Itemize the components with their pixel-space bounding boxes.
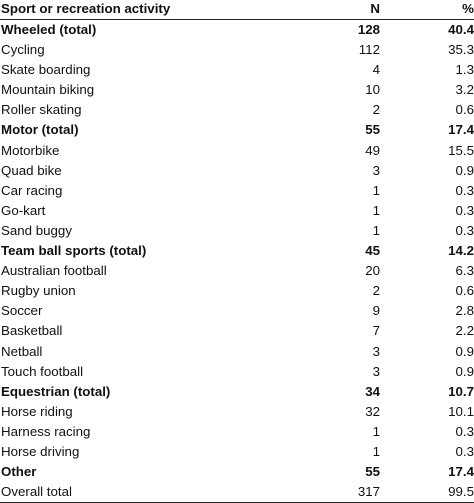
cell-percent: 0.3 xyxy=(455,443,474,459)
cell-activity: Motor (total) xyxy=(1,122,79,138)
cell-n: 1 xyxy=(372,423,380,439)
table-body xyxy=(0,20,474,503)
column-header-activity: Sport or recreation activity xyxy=(0,0,292,20)
cell-percent: 0.6 xyxy=(455,283,474,299)
cell-activity: Car racing xyxy=(1,182,63,198)
table-row xyxy=(0,301,474,321)
header-row xyxy=(0,0,474,20)
cell-activity: Australian football xyxy=(1,263,107,279)
cell-n: 55 xyxy=(365,464,380,480)
table-row-group-total xyxy=(0,382,474,402)
cell-n: 9 xyxy=(372,303,380,319)
cell-percent: 0.3 xyxy=(455,222,474,238)
table-row-group-total xyxy=(0,241,474,261)
cell-n: 1 xyxy=(372,222,380,238)
cell-n: 10 xyxy=(365,82,380,98)
cell-activity: Soccer xyxy=(1,303,43,319)
cell-n: 3 xyxy=(372,162,380,178)
table-row xyxy=(0,161,474,181)
cell-n: 2 xyxy=(372,102,380,118)
cell-percent: 35.3 xyxy=(448,42,474,58)
cell-n: 2 xyxy=(372,283,380,299)
table-row xyxy=(0,181,474,201)
cell-percent: 15.5 xyxy=(448,142,474,158)
table-row-group-total xyxy=(0,120,474,140)
cell-activity: Equestrian (total) xyxy=(1,383,111,399)
cell-percent: 17.4 xyxy=(448,122,474,138)
cell-activity: Mountain biking xyxy=(1,82,95,98)
column-header-percent: % xyxy=(382,0,474,20)
cell-n: 3 xyxy=(372,363,380,379)
cell-activity: Horse riding xyxy=(1,403,73,419)
cell-percent: 40.4 xyxy=(448,22,474,37)
cell-percent: 17.4 xyxy=(448,464,474,480)
cell-activity: Roller skating xyxy=(1,102,82,118)
cell-activity: Rugby union xyxy=(1,283,76,299)
cell-percent: 99.5 xyxy=(382,482,474,503)
table-row xyxy=(0,342,474,362)
cell-n: 55 xyxy=(365,122,380,138)
table-row xyxy=(0,80,474,100)
cell-percent: 0.9 xyxy=(455,363,474,379)
table-row xyxy=(0,221,474,241)
cell-activity: Netball xyxy=(1,343,43,359)
cell-activity: Touch football xyxy=(1,363,84,379)
cell-n: 7 xyxy=(372,323,380,339)
table-row xyxy=(0,40,474,60)
cell-n: 45 xyxy=(365,243,380,259)
table-row-group-total xyxy=(0,20,474,41)
cell-percent: 6.3 xyxy=(455,263,474,279)
cell-percent: 0.3 xyxy=(455,202,474,218)
cell-percent: 0.3 xyxy=(455,182,474,198)
cell-activity: Wheeled (total) xyxy=(1,22,97,37)
cell-activity: Team ball sports (total) xyxy=(1,243,147,259)
cell-activity: Skate boarding xyxy=(1,62,91,78)
cell-activity: Motorbike xyxy=(1,142,60,158)
cell-activity: Harness racing xyxy=(1,423,91,439)
table-row xyxy=(0,422,474,442)
cell-n: 20 xyxy=(365,263,380,279)
cell-percent: 10.1 xyxy=(448,403,474,419)
cell-n: 4 xyxy=(372,62,380,78)
cell-percent: 1.3 xyxy=(455,62,474,78)
cell-activity: Overall total xyxy=(0,482,292,503)
cell-n: 32 xyxy=(365,403,380,419)
cell-n: 34 xyxy=(365,383,380,399)
cell-n: 1 xyxy=(372,182,380,198)
table-row xyxy=(0,402,474,422)
cell-n: 317 xyxy=(292,482,382,503)
table-row xyxy=(0,141,474,161)
cell-percent: 10.7 xyxy=(448,383,474,399)
cell-n: 128 xyxy=(357,22,380,37)
table-row xyxy=(0,321,474,341)
cell-n: 112 xyxy=(358,42,380,58)
cell-activity: Basketball xyxy=(1,323,63,339)
table-row xyxy=(0,482,474,503)
cell-n: 3 xyxy=(372,343,380,359)
table-row xyxy=(0,261,474,281)
cell-n: 49 xyxy=(365,142,380,158)
cell-activity: Quad bike xyxy=(1,162,62,178)
cell-activity: Cycling xyxy=(1,42,45,58)
cell-percent: 2.8 xyxy=(455,303,474,319)
cell-percent: 0.9 xyxy=(455,162,474,178)
table-row xyxy=(0,201,474,221)
cell-n: 1 xyxy=(372,202,380,218)
cell-percent: 14.2 xyxy=(448,243,474,259)
cell-percent: 0.3 xyxy=(455,423,474,439)
table-row xyxy=(0,442,474,462)
cell-activity: Horse driving xyxy=(1,443,80,459)
cell-percent: 3.2 xyxy=(455,82,474,98)
table-row xyxy=(0,362,474,382)
cell-activity: Other xyxy=(1,464,37,480)
cell-n: 1 xyxy=(372,443,380,459)
cell-percent: 0.6 xyxy=(455,102,474,118)
table-row-group-total xyxy=(0,462,474,482)
table-row xyxy=(0,100,474,120)
cell-percent: 0.9 xyxy=(455,343,474,359)
table-header xyxy=(0,0,474,20)
cell-percent: 2.2 xyxy=(455,323,474,339)
cell-activity: Sand buggy xyxy=(1,222,72,238)
table-row xyxy=(0,281,474,301)
table-row xyxy=(0,60,474,80)
column-header-n: N xyxy=(292,0,382,20)
cell-activity: Go-kart xyxy=(1,202,46,218)
